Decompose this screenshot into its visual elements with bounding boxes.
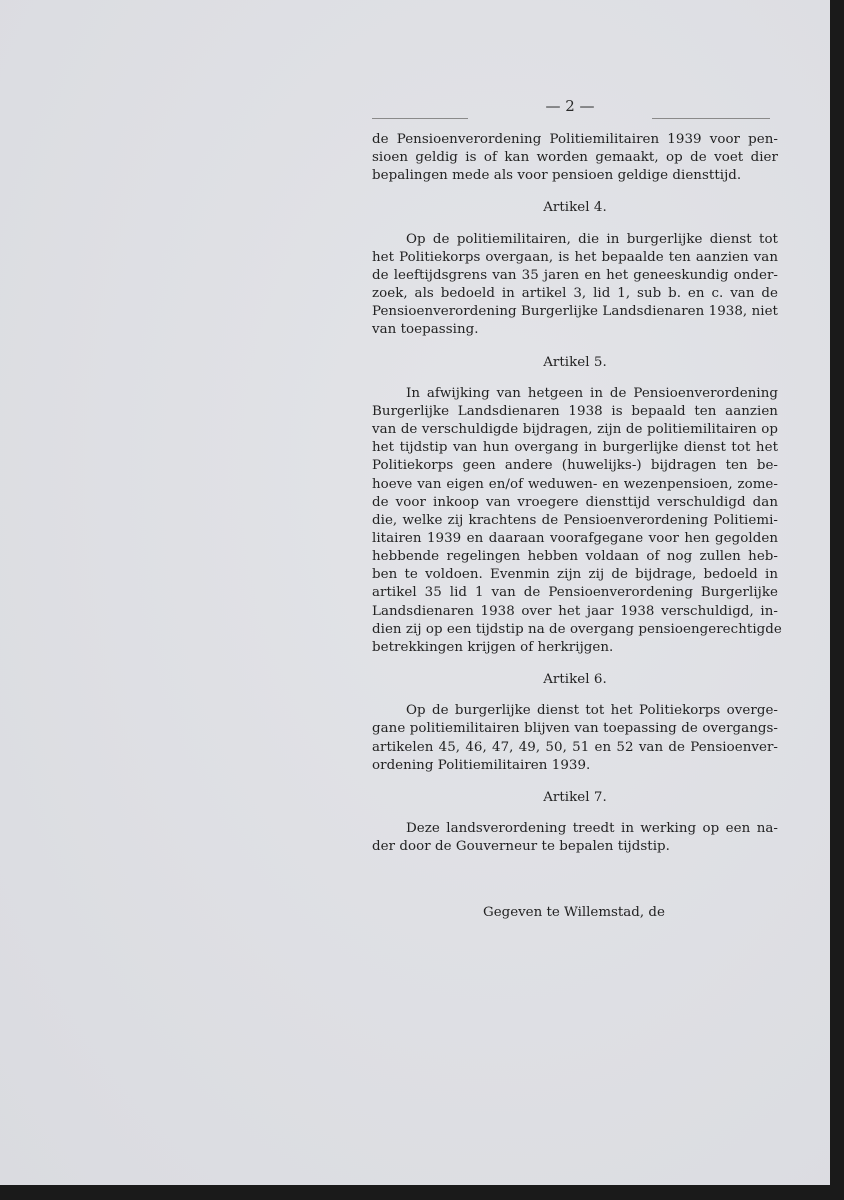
text-line: artikelen 45, 46, 47, 49, 50, 51 en 52 van de Pensioenver- — [372, 739, 778, 755]
article-4-heading: Artikel 4. — [543, 200, 607, 216]
text-line: Op de burgerlijke dienst tot het Politiekorps overge- — [406, 703, 778, 719]
text-line: Deze landsverordening treedt in werking op een na- — [406, 821, 778, 836]
text-line: de leeftijdsgrens van 35 jaren en het geneeskundig onder- — [372, 267, 778, 283]
text-line: hoeve van eigen en/of weduwen- en wezenpensioen, zome- — [372, 476, 778, 492]
text-line: artikel 35 lid 1 van de Pensioenverordening Burgerlijke — [372, 585, 778, 601]
article-5-paragraph — [372, 385, 782, 657]
text-line: In afwijking van hetgeen in de Pensioenverordening — [406, 385, 778, 401]
header-rule-left — [372, 118, 468, 119]
text-line: ben te voldoen. Evenmin zijn zij de bijdrage, bedoeld in — [372, 567, 778, 583]
text-line: hebbende regelingen hebben voldaan of nog zullen heb- — [372, 549, 778, 565]
text-line: de Pensioenverordening Politiemilitairen 1939 voor pen- — [372, 132, 778, 147]
text-line: het Politiekorps overgaan, is het bepaalde ten aanzien van — [372, 249, 778, 265]
text-line: Op de politiemilitairen, die in burgerlijke dienst tot — [406, 231, 778, 247]
text-line: Landsdienaren 1938 over het jaar 1938 verschuldigd, in- — [372, 603, 778, 619]
text-line: Pensioenverordening Burgerlijke Landsdienaren 1938, niet — [372, 304, 778, 320]
text-line: zoek, als bedoeld in artikel 3, lid 1, sub b. en c. van de — [372, 286, 778, 302]
text-line: van de verschuldigde bijdragen, zijn de politiemilitairen op — [372, 422, 778, 438]
text-line: bepalingen mede als voor pensioen geldige diensttijd. — [372, 168, 742, 184]
article-6-heading: Artikel 6. — [543, 672, 607, 688]
text-line: der door de Gouverneur te bepalen tijdstip. — [372, 839, 670, 855]
text-line: het tijdstip van hun overgang in burgerlijke dienst tot het — [372, 440, 778, 456]
intro-paragraph — [372, 131, 778, 185]
page-number: — 2 — — [545, 97, 595, 115]
article-4-paragraph — [372, 231, 778, 340]
text-line: betrekkingen krijgen of herkrijgen. — [372, 639, 614, 655]
text-line: de voor inkoop van vroegere diensttijd verschuldigd dan — [372, 494, 778, 510]
text-line: van toepassing. — [372, 322, 479, 338]
article-6-paragraph — [372, 702, 778, 775]
text-line: ordening Politiemilitairen 1939. — [372, 757, 591, 773]
text-line: Politiekorps geen andere (huwelijks-) bijdragen ten be- — [372, 458, 778, 474]
header-rule-right — [652, 118, 770, 119]
text-line: litairen 1939 en daaraan voorafgegane voor hen gegolden — [372, 530, 778, 546]
article-7-heading: Artikel 7. — [543, 789, 607, 805]
signoff-line: Gegeven te Willemstad, de — [483, 905, 665, 920]
text-line: Burgerlijke Landsdienaren 1938 is bepaald ten aanzien — [372, 403, 778, 419]
scan-border-bottom — [0, 1185, 844, 1200]
text-line: die, welke zij krachtens de Pensioenverordening Politiemi- — [372, 512, 778, 528]
article-7-paragraph — [372, 820, 778, 856]
scan-border-right — [830, 0, 844, 1200]
body-text — [372, 131, 782, 856]
text-line: dien zij op een tijdstip na de overgang pensioengerechtigde — [372, 621, 782, 637]
text-line: sioen geldig is of kan worden gemaakt, op de voet dier — [372, 150, 778, 166]
text-line: gane politiemilitairen blijven van toepassing de overgangs- — [372, 721, 778, 737]
article-5-heading: Artikel 5. — [543, 354, 607, 370]
